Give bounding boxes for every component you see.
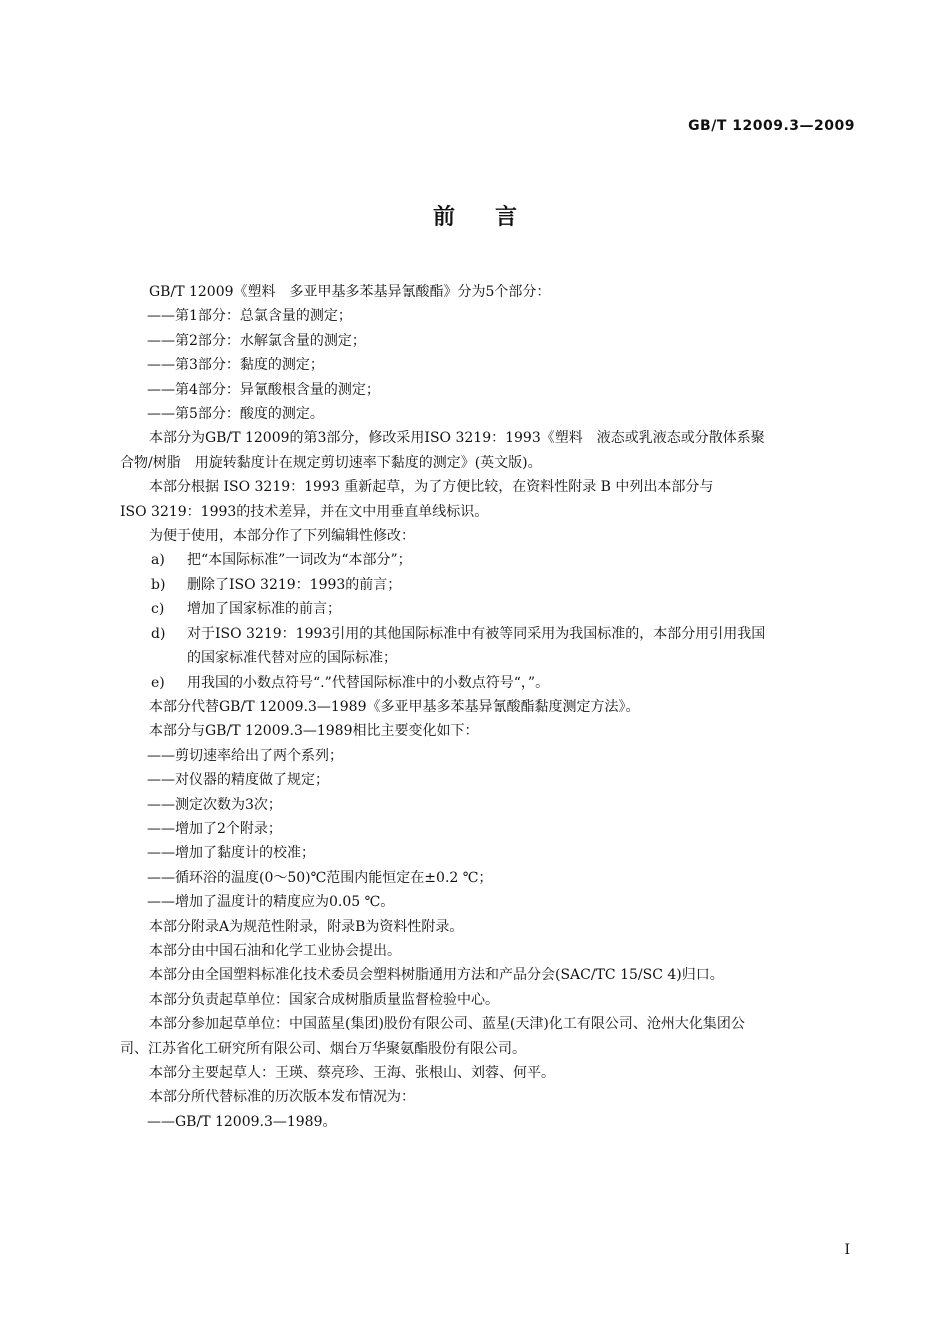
parts-list	[120, 304, 860, 426]
centralized-by: 本部分由全国塑料标准化技术委员会塑料树脂通用方法和产品分会(SAC/TC 15/SC 4)归口。	[149, 967, 724, 984]
participants-line2: 司、江苏省化工研究所有限公司、烟台万华聚氨酯股份有限公司。	[120, 1040, 526, 1057]
history-item: ——GB/T 12009.3—1989。	[147, 1113, 337, 1130]
drafting-unit: 本部分负责起草单位：国家合成树脂质量监督检验中心。	[149, 991, 499, 1008]
foreword-body	[120, 280, 860, 1134]
proposed-by: 本部分由中国石油和化学工业协会提出。	[149, 942, 401, 959]
page-title: 前言	[432, 205, 557, 230]
paragraph-adoption-line2: 合物/树脂 用旋转黏度计在规定剪切速率下黏度的测定》(英文版)。	[120, 454, 542, 471]
list-item: ——剪切速率给出了两个系列；	[147, 747, 343, 764]
changes-list	[120, 744, 860, 915]
list-item: ——第3部分：黏度的测定；	[147, 357, 324, 374]
item-label: e)	[151, 674, 165, 691]
list-item: ——测定次数为3次；	[147, 796, 282, 813]
paragraph-redraft-line1: 本部分根据 ISO 3219：1993 重新起草，为了方便比较，在资料性附录 B 中列出本部分与	[149, 479, 714, 496]
item-label: d)	[151, 625, 166, 642]
list-item	[120, 573, 860, 597]
changes-intro: 本部分与GB/T 12009.3—1989相比主要变化如下：	[149, 723, 479, 740]
list-item-continuation: 的国家标准代替对应的国际标准；	[187, 650, 397, 667]
list-item: ——对仪器的精度做了规定；	[147, 772, 329, 789]
edits-intro: 为便于使用，本部分作了下列编辑性修改：	[149, 528, 415, 545]
item-text: 对于ISO 3219：1993引用的其他国际标准中有被等同采用为我国标准的，本部分用引用我国	[187, 625, 766, 642]
list-item	[120, 548, 860, 572]
history-intro: 本部分所代替标准的历次版本发布情况为：	[149, 1089, 415, 1106]
paragraph-redraft-line2: ISO 3219：1993的技术差异，并在文中用垂直单线标识。	[120, 503, 489, 520]
list-item: ——第2部分：水解氯含量的测定；	[147, 332, 366, 349]
intro-paragraph: GB/T 12009《塑料 多亚甲基多苯基异氰酸酯》分为5个部分：	[149, 284, 551, 300]
item-label: b)	[151, 576, 166, 593]
item-text: 把“本国际标准”一词改为“本部分”；	[187, 552, 412, 569]
list-item: ——第5部分：酸度的测定。	[147, 406, 324, 423]
item-label: a)	[151, 552, 165, 569]
annex-note: 本部分附录A为规范性附录，附录B为资料性附录。	[149, 918, 464, 935]
item-text: 增加了国家标准的前言；	[187, 601, 341, 618]
list-item: ——增加了温度计的精度应为0.05 ℃。	[147, 894, 395, 911]
list-item: ——第1部分：总氯含量的测定；	[147, 308, 352, 325]
list-item	[120, 597, 860, 621]
paragraph-adoption-line1: 本部分为GB/T 12009的第3部分，修改采用ISO 3219：1993《塑料 液态或乳液态或分散体系聚	[149, 430, 765, 447]
item-text: 删除了ISO 3219：1993的前言；	[187, 576, 402, 593]
page-number: I	[844, 1242, 850, 1258]
replaces-paragraph: 本部分代替GB/T 12009.3—1989《多亚甲基多苯基异氰酸酯黏度测定方法》。	[149, 698, 640, 715]
list-item: ——第4部分：异氰酸根含量的测定；	[147, 381, 380, 398]
list-item	[120, 671, 860, 695]
standard-code: GB/T 12009.3—2009	[688, 118, 855, 134]
list-item: ——增加了2个附录；	[147, 820, 282, 837]
list-item	[120, 622, 860, 646]
edits-list	[120, 548, 860, 694]
item-label: c)	[151, 601, 165, 618]
list-item: ——循环浴的温度(0～50)℃范围内能恒定在±0.2 ℃；	[147, 869, 493, 886]
participants-line1: 本部分参加起草单位：中国蓝星(集团)股份有限公司、蓝星(天津)化工有限公司、沧州大化集团公	[149, 1016, 745, 1033]
item-text: 用我国的小数点符号“.”代替国际标准中的小数点符号“，”。	[187, 674, 550, 691]
list-item: ——增加了黏度计的校准；	[147, 845, 315, 862]
drafters: 本部分主要起草人：王瑛、蔡亮珍、王海、张根山、刘蓉、何平。	[149, 1065, 555, 1081]
